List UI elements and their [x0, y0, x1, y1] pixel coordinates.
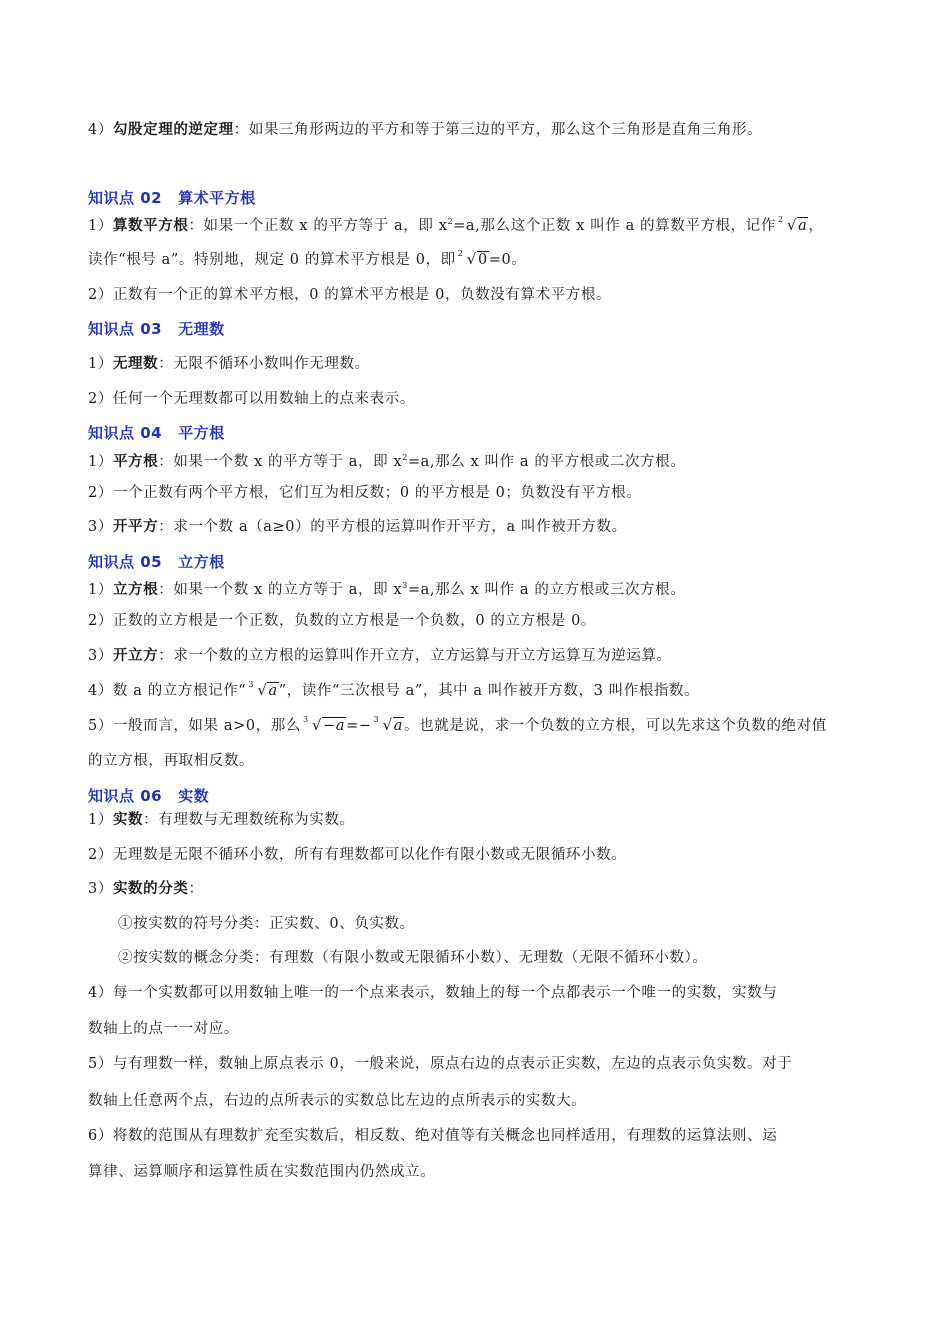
item-number: 4） [88, 122, 113, 138]
item-number: 1） [88, 218, 113, 234]
equals-minus: =− [346, 718, 372, 734]
punctuation: ： [188, 881, 204, 897]
section-heading-06 [88, 786, 209, 806]
paragraph-real-4-cont: 数轴上的点一一对应。 [88, 1021, 239, 1037]
paragraph-real-def [88, 810, 355, 830]
radicand: a [798, 218, 808, 234]
definition-text: =a,那么 x 叫作 a 的立方根或三次方根。 [407, 582, 686, 598]
item-number: 3） [88, 648, 113, 664]
definition-text: =a,那么这个正数 x 叫作 a 的算数平方根，记作 [453, 218, 776, 234]
paragraph-real-6: 6）将数的范围从有理数扩充至实数后，相反数、绝对值等有关概念也同样适用，有理数的运算法则、运 [88, 1128, 778, 1144]
paragraph-cbrt-5-cont: 的立方根，再取相反数。 [88, 753, 255, 769]
term-real-classification: 实数的分类 [112, 881, 189, 897]
term-extract-cube-root: 开立方 [112, 648, 159, 664]
item-number: 1） [88, 356, 113, 372]
section-title: 立方根 [178, 553, 225, 571]
definition-text: ：如果一个数 x 的立方等于 a，即 x [158, 582, 403, 598]
term-square-root: 平方根 [112, 454, 159, 470]
radical-index: 2 [457, 249, 464, 258]
section-number: 知识点 03 [88, 320, 163, 338]
classification-item-2: ②按实数的概念分类：有理数（有限小数或无限循环小数）、无理数（无限不循环小数）。 [118, 950, 708, 966]
radical-sign: √ [466, 250, 477, 268]
paragraph-arith-sqrt-read [88, 249, 526, 270]
superscript: 3 [402, 581, 408, 590]
paragraph-real-5-cont: 数轴上任意两个点，右边的点所表示的实数总比左边的点所表示的实数大。 [88, 1093, 587, 1109]
paragraph-real-4: 4）每一个实数都可以用数轴上唯一的一个点来表示，数轴上的每一个点都表示一个唯一的实数，实数与 [88, 985, 778, 1001]
paragraph-sqrt-2: 2）一个正数有两个平方根，它们互为相反数；0 的平方根是 0；负数没有平方根。 [88, 485, 642, 501]
paragraph-cbrt-4 [88, 680, 699, 701]
term-extract-square-root: 开平方 [112, 519, 159, 535]
superscript: 2 [447, 217, 454, 226]
definition-text: ：求一个数 a（a≥0）的平方根的运算叫作开平方，a 叫作被开方数。 [158, 519, 627, 535]
section-number: 知识点 06 [88, 787, 163, 805]
term-cube-root: 立方根 [112, 582, 159, 598]
definition-text: 。也就是说，求一个负数的立方根，可以先求这个负数的绝对值 [404, 718, 827, 734]
radical-sign: √ [257, 681, 268, 699]
definition-text: ：如果一个正数 x 的平方等于 a，即 x [188, 218, 448, 234]
radical-index: 3 [373, 715, 380, 724]
paragraph-cbrt-2: 2）正数的立方根是一个正数，负数的立方根是一个负数，0 的立方根是 0。 [88, 613, 596, 629]
definition-text: =a,那么 x 叫作 a 的平方根或二次方根。 [407, 454, 686, 470]
paragraph-real-3 [88, 879, 204, 899]
paragraph-arith-sqrt-2: 2）正数有一个正的算术平方根，0 的算术平方根是 0，负数没有算术平方根。 [88, 287, 612, 303]
term-converse-pythagorean: 勾股定理的逆定理 [112, 122, 234, 138]
section-heading-05 [88, 552, 225, 572]
definition-text: 5）一般而言，如果 a>0，那么 [88, 718, 301, 734]
classification-item-1: ①按实数的符号分类：正实数、0、负实数。 [118, 916, 415, 932]
item-number: 1） [88, 812, 113, 828]
radical-cbrt-neg-a [303, 715, 346, 736]
radical-sign: √ [382, 716, 393, 734]
radical-cbrt-a-2 [374, 715, 404, 736]
radical-index: 2 [777, 215, 784, 224]
radicand: a [268, 683, 278, 699]
section-number: 知识点 04 [88, 424, 163, 442]
item-number: 3） [88, 519, 113, 535]
term-real-number: 实数 [112, 812, 144, 828]
paragraph-real-6-cont: 算律、运算顺序和运算性质在实数范围内仍然成立。 [88, 1164, 436, 1180]
section-heading-02 [88, 188, 256, 208]
item-number: 1） [88, 582, 113, 598]
section-title: 算术平方根 [178, 189, 256, 207]
radicand: 0 [477, 252, 488, 268]
radical-index: 3 [302, 715, 309, 724]
paragraph-cbrt-3 [88, 646, 672, 666]
section-heading-04 [88, 423, 225, 443]
definition-text: ：无限不循环小数叫作无理数。 [158, 356, 370, 372]
item-number: 3） [88, 881, 113, 897]
section-title: 实数 [178, 787, 210, 805]
section-title: 无理数 [178, 320, 225, 338]
section-heading-03 [88, 319, 225, 339]
radicand: −a [323, 718, 346, 734]
paragraph-real-5: 5）与有理数一样，数轴上原点表示 0，一般来说，原点右边的点表示正实数，左边的点表示负实数。对于 [88, 1056, 793, 1072]
radical-sqrt-0 [458, 249, 489, 270]
paragraph-cbrt-def [88, 576, 685, 600]
paragraph-cbrt-5 [88, 715, 827, 736]
definition-text: 4）数 a 的立方根记作“ [88, 683, 247, 699]
item-number: 1） [88, 454, 113, 470]
radical-sign: √ [311, 716, 323, 734]
superscript: 2 [402, 453, 408, 462]
definition-text: 读作“根号 a”。特别地，规定 0 的算术平方根是 0，即 [88, 252, 456, 268]
radical-cbrt-a [248, 680, 278, 701]
paragraph-arith-sqrt-def [88, 212, 823, 236]
radical-sqrt-a [778, 215, 808, 236]
term-arith-sqrt: 算数平方根 [112, 218, 189, 234]
definition-text: ：如果一个数 x 的平方等于 a，即 x [158, 454, 403, 470]
definition-text: ：有理数与无理数统称为实数。 [143, 812, 355, 828]
radicand: a [393, 718, 404, 734]
section-title: 平方根 [178, 424, 225, 442]
section-number: 知识点 05 [88, 553, 163, 571]
paragraph-real-2: 2）无理数是无限不循环小数，所有有理数都可以化作有限小数或无限循环小数。 [88, 847, 627, 863]
radical-index: 3 [248, 680, 255, 689]
paragraph-sqrt-3 [88, 517, 627, 537]
paragraph-converse-pythagorean [88, 120, 762, 140]
paragraph-irrational-2: 2）任何一个无理数都可以用数轴上的点来表示。 [88, 391, 415, 407]
definition-text: =0。 [488, 252, 527, 268]
radical-sign: √ [786, 216, 798, 234]
definition-text: ：求一个数的立方根的运算叫作开立方，立方运算与开立方运算互为逆运算。 [158, 648, 672, 664]
paragraph-irrational-def [88, 354, 370, 374]
term-irrational: 无理数 [112, 356, 159, 372]
definition-text: ：如果三角形两边的平方和等于第三边的平方，那么这个三角形是直角三角形。 [233, 122, 763, 138]
punctuation: ， [808, 218, 824, 234]
section-number: 知识点 02 [88, 189, 163, 207]
definition-text: ”，读作“三次根号 a”，其中 a 叫作被开方数，3 叫作根指数。 [278, 683, 700, 699]
paragraph-sqrt-def [88, 448, 685, 472]
